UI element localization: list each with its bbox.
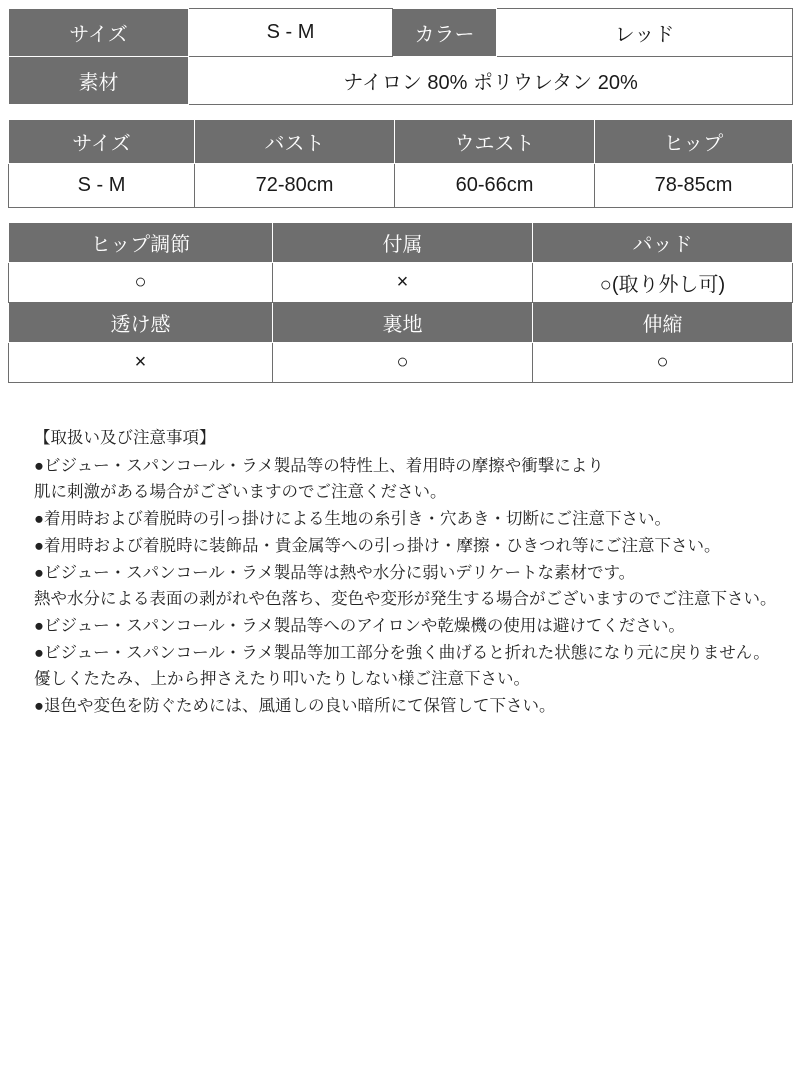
care-note-line: 肌に刺激がある場合がございますのでご注意ください。 <box>34 483 447 502</box>
feature-value-lining: ○ <box>273 343 533 383</box>
care-note-line: ●着用時および着脱時に装飾品・貴金属等への引っ掛け・摩擦・ひきつれ等にご注意下さい。 <box>34 536 721 555</box>
size-col-hip: ヒップ <box>595 120 793 164</box>
feature-col-sheer: 透け感 <box>9 303 273 343</box>
care-note-line: ●ビジュー・スパンコール・ラメ製品等の特性上、着用時の摩擦や衝撃により <box>34 456 604 475</box>
size-col-size: サイズ <box>9 120 195 164</box>
care-note-line: ●着用時および着脱時の引っ掛けによる生地の糸引き・穴あき・切断にご注意下さい。 <box>34 510 671 529</box>
feature-value-accessory: × <box>273 263 533 303</box>
size-value-bust: 72-80cm <box>195 164 395 208</box>
care-note-line: 熱や水分による表面の剥がれや色落ち、変色や変形が発生する場合がございますのでご注意下さい。 <box>34 590 777 609</box>
table-header-row <box>9 303 793 343</box>
spec-material-value: ナイロン 80% ポリウレタン 20% <box>189 57 793 105</box>
size-value-hip: 78-85cm <box>595 164 793 208</box>
care-note-line: ●ビジュー・スパンコール・ラメ製品等へのアイロンや乾燥機の使用は避けてください。 <box>34 617 685 636</box>
spec-table <box>8 8 793 105</box>
feature-col-stretch: 伸縮 <box>533 303 793 343</box>
table-row <box>9 57 793 105</box>
feature-col-lining: 裏地 <box>273 303 533 343</box>
table-header-row <box>9 223 793 263</box>
care-notes <box>8 425 792 720</box>
size-col-waist: ウエスト <box>395 120 595 164</box>
feature-value-hip-adjust: ○ <box>9 263 273 303</box>
care-note-line: ●ビジュー・スパンコール・ラメ製品等加工部分を強く曲げると折れた状態になり元に戻りません。 <box>34 643 770 662</box>
spec-color-value: レッド <box>497 9 793 57</box>
size-col-bust: バスト <box>195 120 395 164</box>
care-notes-title: 【取扱い及び注意事項】 <box>34 429 216 447</box>
care-note-line: ●退色や変色を防ぐためには、風通しの良い暗所にて保管して下さい。 <box>34 697 556 716</box>
feature-value-pad: ○(取り外し可) <box>533 263 793 303</box>
size-value-waist: 60-66cm <box>395 164 595 208</box>
spec-material-label: 素材 <box>9 57 189 105</box>
table-row <box>9 343 793 383</box>
feature-col-accessory: 付属 <box>273 223 533 263</box>
size-value-size: S - M <box>9 164 195 208</box>
table-row <box>9 9 793 57</box>
spec-color-label: カラー <box>393 9 497 57</box>
feature-value-sheer: × <box>9 343 273 383</box>
table-row <box>9 164 793 208</box>
table-header-row <box>9 120 793 164</box>
care-note-line: ●ビジュー・スパンコール・ラメ製品等は熱や水分に弱いデリケートな素材です。 <box>34 563 636 582</box>
table-row <box>9 263 793 303</box>
spec-size-label: サイズ <box>9 9 189 57</box>
feature-col-pad: パッド <box>533 223 793 263</box>
feature-value-stretch: ○ <box>533 343 793 383</box>
spec-size-value: S - M <box>189 9 393 57</box>
feature-table <box>8 222 793 383</box>
feature-col-hip-adjust: ヒップ調節 <box>9 223 273 263</box>
care-note-line: 優しくたたみ、上から押さえたり叩いたりしない様ご注意下さい。 <box>34 670 530 689</box>
size-table <box>8 119 793 208</box>
